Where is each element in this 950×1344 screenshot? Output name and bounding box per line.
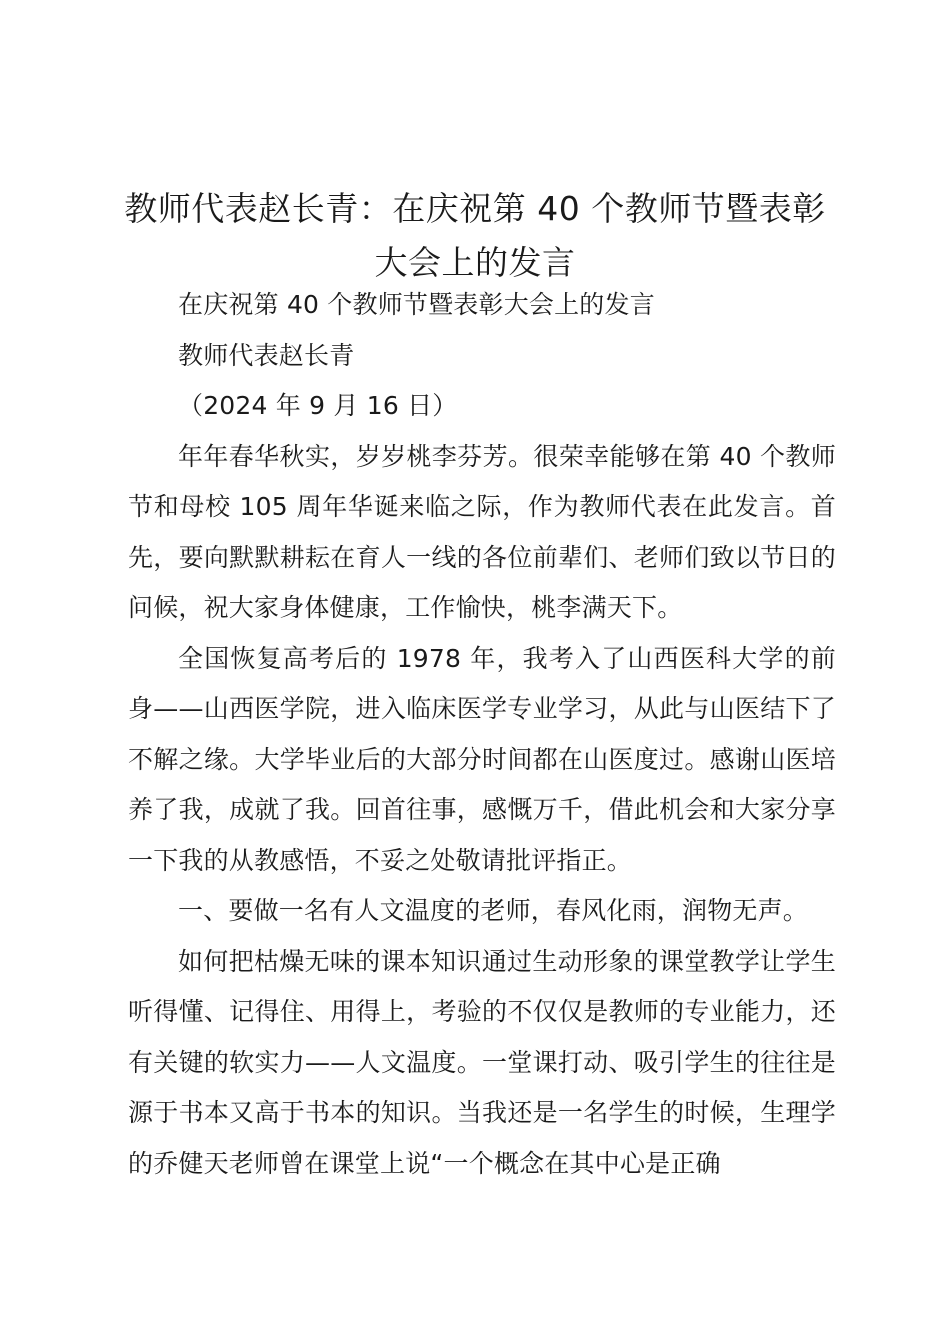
paragraph: 如何把枯燥无味的课本知识通过生动形象的课堂教学让学生听得懂、记得住、用得上，考验的不仅仅是教师的专业能力，还有关键的软实力——人文温度。一堂课打动、吸引学生的往往是源于书本又高于书本的知识。当我还是一名学生的时候，生理学的乔健天老师曾在课堂上说“一个概念在其中心是正确: [128, 946, 836, 1178]
document-date: （2024 年 9 月 16 日）: [178, 391, 458, 420]
section-heading: 一、要做一名有人文温度的老师，春风化雨，润物无声。: [178, 896, 809, 925]
document-body: [128, 280, 836, 1189]
document-author: 教师代表赵长青: [178, 340, 355, 370]
document-title: 教师代表赵长青：在庆祝第 40 个教师节暨表彰大会上的发言: [124, 189, 826, 282]
paragraph: 全国恢复高考后的 1978 年，我考入了山西医科大学的前身——山西医学院，进入临床医学专业学习，从此与山医结下了不解之缘。大学毕业后的大部分时间都在山医度过。感谢山医培养了我，成就了我。回首往事，感慨万千，借此机会和大家分享一下我的从教感悟，不妥之处敬请批评指正。: [128, 643, 836, 875]
paragraph: 年年春华秋实，岁岁桃李芬芳。很荣幸能够在第 40 个教师节和母校 105 周年华诞来临之际，作为教师代表在此发言。首先，要向默默耕耘在育人一线的各位前辈们、老师们致以节日的问候，祝大家身体健康，工作愉快，桃李满天下。: [128, 441, 836, 622]
document-subtitle: 在庆祝第 40 个教师节暨表彰大会上的发言: [178, 290, 655, 319]
